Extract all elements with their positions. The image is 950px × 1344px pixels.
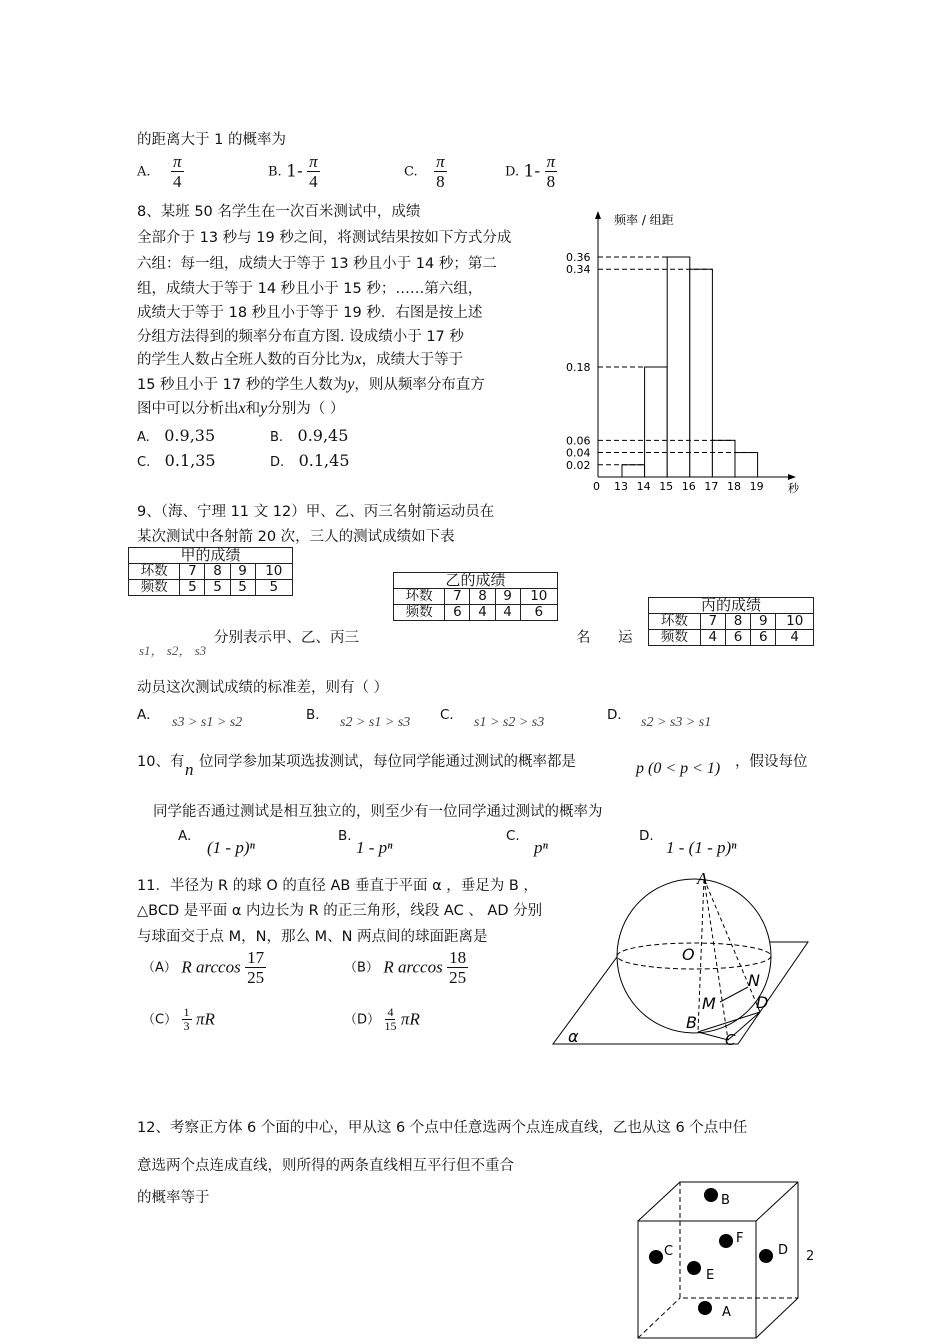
q8-line-8: 15 秒且小于 17 秒的学生人数为y，则从频率分布直方 [137, 376, 485, 393]
y-axis-label: 频率 / 组距 [614, 213, 674, 227]
q8-line-2: 全部介于 13 秒与 19 秒之间，将测试结果按如下方式分成 [137, 230, 512, 246]
histogram-bar [645, 367, 668, 477]
q11-option-a: （A） R arccos $\frac{17}{25}$ [142, 948, 265, 987]
q11-line-2: △BCD 是平面 α 内边长为 R 的正三角形，线段 AC 、 AD 分别 [137, 903, 543, 919]
table-bing: 丙的成绩 环数 7 8 9 10 频数 4 6 6 4 [648, 597, 814, 646]
point-a [698, 1301, 712, 1315]
q10-condition: p (0 < p < 1) [636, 760, 721, 777]
q9-line-2: 某次测试中各射箭 20 次，三人的测试成绩如下表 [137, 529, 455, 545]
cube-edge-hidden [638, 1298, 680, 1338]
q9-option-d-expr: s2 > s3 > s1 [641, 715, 712, 730]
x-tick-label: 18 [727, 480, 741, 493]
q7-option-c: C. $\frac{\pi}{8}$ [404, 152, 445, 191]
q9-option-a-expr: s3 > s1 > s2 [172, 715, 243, 730]
q12-line-1: 12、考察正方体 6 个面的中心，甲从这 6 个点中任意选两个点连成直线，乙也从这 6 个点中任 [137, 1120, 748, 1136]
table-yi: 乙的成绩 环数 7 8 9 10 频数 6 4 4 6 [393, 572, 558, 621]
label-c: C [664, 1244, 674, 1259]
q8-line-9: 图中可以分析出x和y分别为（ ） [137, 400, 345, 417]
page-number: 2 [806, 1249, 815, 1264]
q9-yun: 运 [618, 630, 633, 646]
q11-option-b: （B） R arccos $\frac{18}{25}$ [344, 948, 467, 987]
q7-option-b: B. 1- $\frac{\pi}{4}$ [268, 152, 318, 191]
cube-edge [638, 1182, 680, 1221]
q10-var-n: n [185, 760, 194, 779]
q8-line-7: 的学生人数占全班人数的百分比为x，成绩大于等于 [137, 351, 464, 368]
label-b: B [686, 1013, 697, 1032]
table-caption: 乙的成绩 [394, 573, 558, 589]
x-tick-label: 14 [636, 480, 651, 493]
q9-option-b: B． [306, 707, 329, 723]
q9-line-1: 9、（海、宁理 11 文 12）甲、乙、丙三名射箭运动员在 [137, 504, 495, 520]
label-n: N [748, 971, 760, 990]
q8-line-1: 8、某班 50 名学生在一次百米测试中，成绩 [137, 204, 421, 220]
point-c [649, 1250, 663, 1264]
q10-part-3: ，假设每位 [735, 754, 808, 770]
label-d: D [756, 993, 769, 1012]
cube-edge [756, 1298, 798, 1338]
x-tick-label: 15 [659, 480, 674, 493]
q10-option-b-expr: 1 - pⁿ [356, 838, 393, 857]
q8-line-4: 组，成绩大于等于 14 秒且小于 15 秒；……第六组， [137, 281, 483, 297]
q8-option-c: C. 0.1,35 [137, 451, 216, 470]
q8-line-6: 分组方法得到的频率分布直方图. 设成绩小于 17 秒 [137, 329, 464, 345]
q7-option-d: D. 1- $\frac{\pi}{8}$ [505, 152, 556, 191]
x-axis-label: 秒 [788, 482, 799, 495]
q10-part-2: 位同学参加某项选拔测试，每位同学能通过测试的概率都是 [199, 754, 576, 770]
label-alpha: α [568, 1027, 579, 1046]
q10-line-2: 同学能否通过测试是相互独立的，则至少有一位同学通过测试的概率为 [153, 804, 603, 820]
label-m: M [702, 994, 716, 1013]
q10-part-1: 10、有 [137, 754, 185, 770]
q9-option-c-expr: s1 > s2 > s3 [474, 715, 545, 730]
frequency-histogram [560, 205, 815, 500]
q12-line-3: 的概率等于 [137, 1190, 210, 1206]
cube-edge [756, 1182, 798, 1221]
q7-option-a: A. $\frac{\pi}{4}$ [137, 152, 182, 191]
table-caption: 甲的成绩 [129, 548, 293, 564]
label-b: B [721, 1193, 730, 1208]
q8-option-a: A. 0.9,35 [137, 426, 216, 445]
q10-option-b: B. [338, 828, 352, 844]
q11-line-3: 与球面交于点 M，N，那么 M、N 两点间的球面距离是 [137, 929, 488, 945]
x-tick-label: 13 [614, 480, 628, 493]
y-tick-label: 0.06 [566, 434, 591, 448]
q9-option-b-expr: s2 > s1 > s3 [340, 715, 411, 730]
q9-mid-text: 分别表示甲、乙、丙三 [214, 630, 359, 646]
q9-option-a: A． [137, 707, 160, 723]
x-tick-label: 17 [704, 480, 719, 493]
label-c: C [725, 1031, 736, 1049]
q10-option-a: A. [178, 828, 192, 844]
y-tick-label: 0.18 [566, 361, 591, 374]
q11-line-1: 11．半径为 R 的球 O 的直径 AB 垂直于平面 α ，垂足为 B ， [137, 878, 538, 894]
q12-line-2: 意选两个点连成直线，则所得的两条直线相互平行但不重合 [137, 1158, 514, 1174]
q9-ming: 名 [576, 630, 591, 646]
point-e [687, 1261, 701, 1275]
x-axis-arrow [788, 474, 796, 480]
q8-line-5: 成绩大于等于 18 秒且小于等于 19 秒．右图是按上述 [137, 305, 483, 321]
histogram-bar [712, 440, 735, 477]
point-d [759, 1249, 773, 1263]
cube-figure [632, 1176, 802, 1342]
label-a: A [697, 869, 708, 888]
q7-tail-text: 的距离大于 1 的概率为 [137, 132, 286, 148]
origin-label: 0 [593, 480, 600, 493]
q10-option-c: C. [506, 828, 520, 844]
q8-option-d: D. 0.1,45 [270, 451, 350, 470]
y-tick-label: 0.36 [566, 251, 591, 264]
q9-option-d: D． [607, 707, 631, 723]
q10-option-d-expr: 1 - (1 - p)ⁿ [666, 838, 737, 857]
q11-option-d: （D） $\frac{4}{15}$ πR [344, 1005, 420, 1033]
histogram-bar [667, 257, 690, 477]
histogram-bar [690, 269, 713, 477]
q10-option-a-expr: (1 - p)ⁿ [207, 838, 255, 857]
histogram-bar [622, 465, 645, 477]
label-d: D [778, 1243, 789, 1258]
point-f [719, 1234, 733, 1248]
sphere-plane-figure [548, 862, 818, 1052]
q10-option-d: D. [639, 828, 654, 844]
q9-line-4: 动员这次测试成绩的标准差，则有（ ） [137, 680, 389, 696]
label-a: A [722, 1305, 731, 1320]
q8-option-b: B. 0.9,45 [270, 426, 349, 445]
q10-option-c-expr: pⁿ [534, 838, 548, 857]
point-b [704, 1188, 718, 1202]
q11-option-c: （C） $\frac{1}{3}$ πR [142, 1005, 215, 1033]
y-tick-label: 0.04 [566, 446, 591, 460]
table-caption: 丙的成绩 [649, 598, 814, 614]
x-tick-label: 19 [749, 480, 764, 493]
table-jia: 甲的成绩 环数 7 8 9 10 频数 5 5 5 5 [128, 547, 293, 596]
q9-option-c: C． [440, 707, 463, 723]
q8-line-3: 六组：每一组，成绩大于等于 13 秒且小于 14 秒；第二 [137, 256, 497, 272]
histogram-bar [735, 453, 758, 477]
x-tick-label: 16 [681, 480, 696, 493]
y-tick-label: 0.02 [566, 458, 591, 472]
label-e: E [706, 1268, 715, 1283]
q9-s-variables: s1， s2， s3 [139, 643, 207, 658]
label-o: O [682, 945, 695, 964]
label-f: F [736, 1231, 744, 1246]
y-tick-label: 0.34 [566, 263, 591, 277]
y-axis-arrow [595, 211, 601, 219]
